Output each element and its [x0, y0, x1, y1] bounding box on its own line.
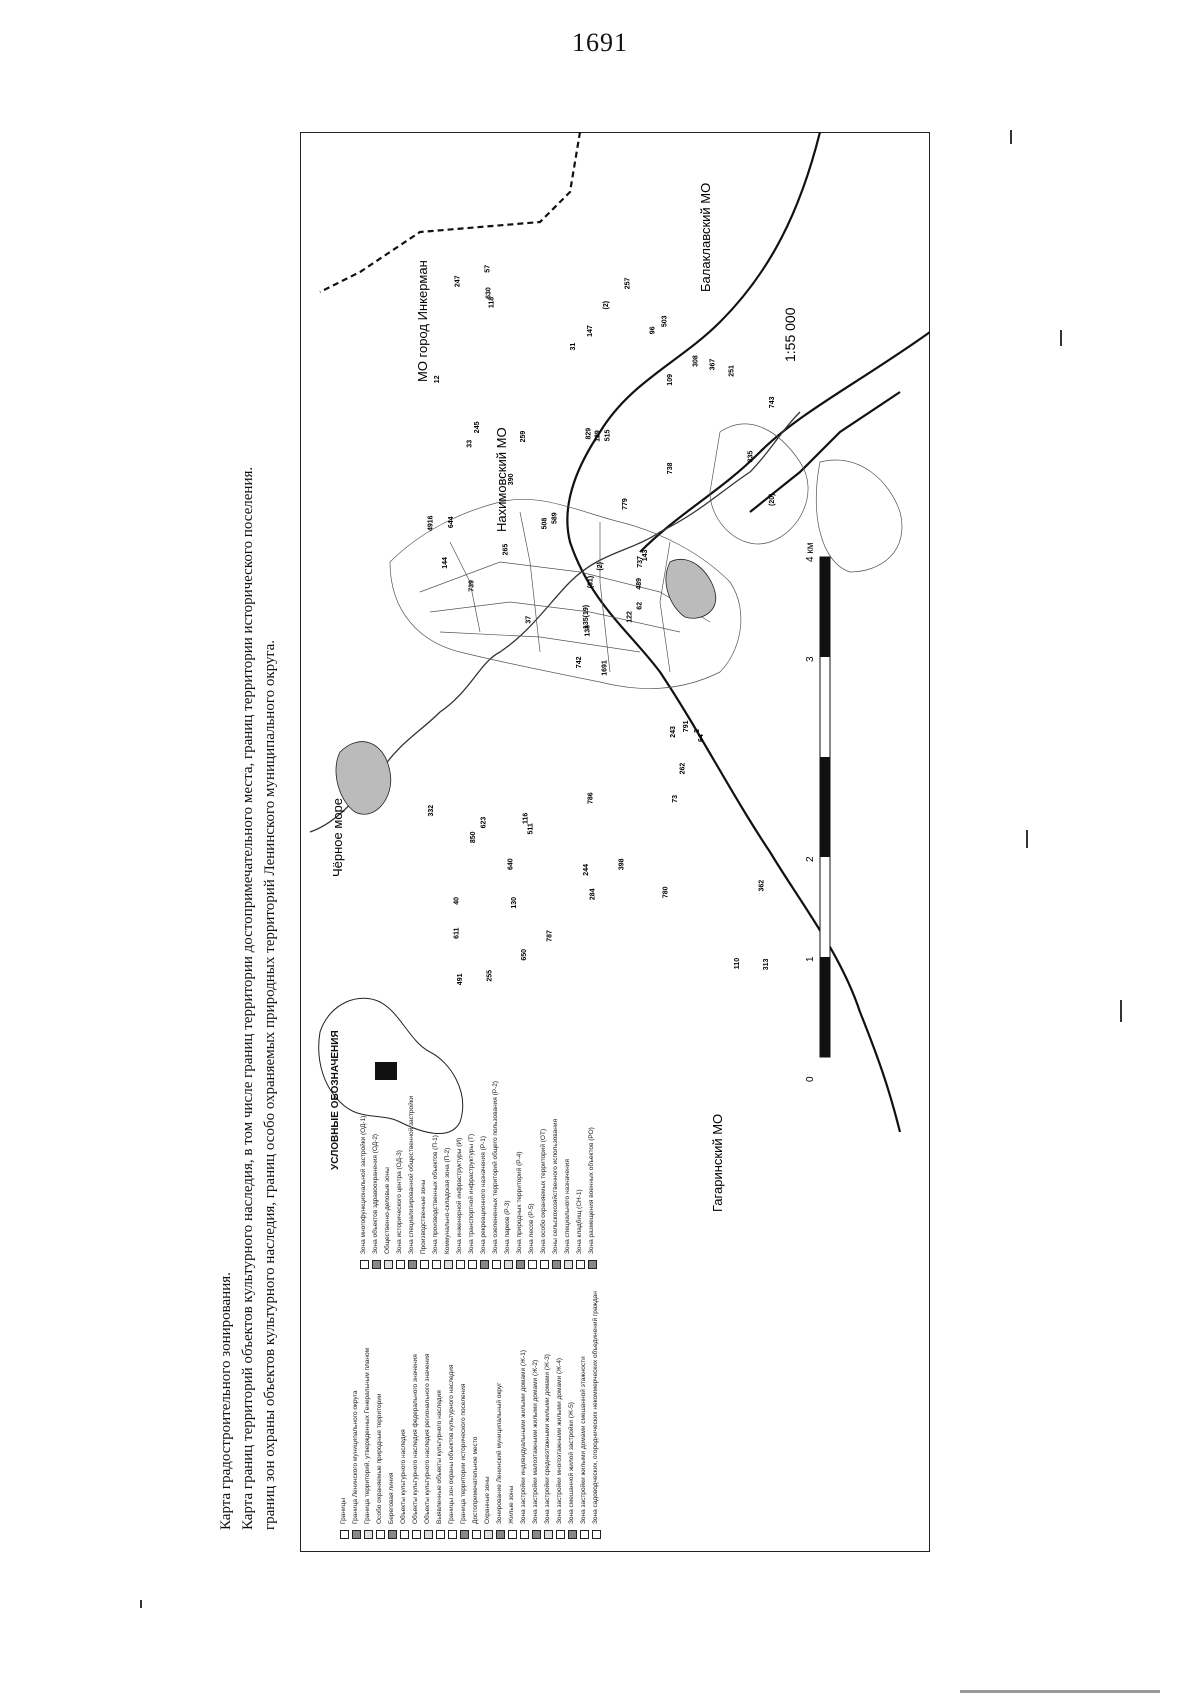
legend-swatch — [552, 1260, 561, 1269]
map-object-number: 515 — [604, 429, 612, 442]
caption-line-1: Карта градостроительного зонирования. — [218, 1272, 234, 1530]
legend-item-label: Выявленные объекты культурного наследия — [436, 1390, 443, 1524]
map-object-number: 739 — [468, 580, 476, 592]
legend-swatch — [420, 1260, 429, 1269]
map-object-number: 332 — [428, 804, 435, 817]
legend-swatch — [580, 1530, 589, 1539]
legend-swatch — [508, 1530, 517, 1539]
map-object-number: 143 — [642, 549, 650, 562]
legend-swatch — [360, 1260, 369, 1269]
map-object-number: 247 — [454, 275, 462, 288]
label-inkerman: МО город Инкерман — [415, 260, 430, 382]
legend-swatch — [400, 1530, 409, 1539]
legend-item-label: Зона многофункциональной застройки (ОД-1) — [360, 1115, 367, 1254]
label-black-sea: Чёрное море — [330, 797, 345, 877]
map-object-number: 62 — [636, 601, 644, 610]
legend-swatch — [352, 1530, 361, 1539]
map-object-number: 791 — [683, 720, 691, 733]
map-object-number: 64 — [698, 734, 706, 742]
map-object-number: 57 — [484, 264, 492, 273]
map-object-number: 308 — [692, 355, 700, 367]
map-object-number: 259 — [520, 430, 528, 443]
legend-swatch — [456, 1260, 465, 1269]
map-object-number: 738 — [666, 462, 674, 475]
map-object-number: 489 — [635, 577, 643, 590]
map-object-number: 780 — [662, 886, 670, 899]
map-object-number: 31 — [570, 342, 578, 351]
legend-swatch — [412, 1530, 421, 1539]
map-object-number: 245 — [474, 421, 481, 434]
legend-item-label: Коммунально-складская зона (П-2) — [444, 1147, 451, 1254]
label-gagarinsky: Гагаринский МО — [710, 1113, 725, 1212]
map-object-number: 144 — [442, 557, 450, 569]
map-object-number: 243 — [670, 726, 678, 738]
map-object-number: 3 — [694, 729, 702, 733]
legend-item-label: Границы зон охраны объектов культурного наследия — [448, 1364, 455, 1524]
map-object-numbers — [428, 265, 777, 985]
scale-tick-3: 3 — [805, 656, 816, 662]
legend-item-label: Береговая линия — [388, 1472, 395, 1524]
map-object-number: 362 — [758, 879, 766, 892]
map-object-number: 835 — [747, 450, 755, 463]
legend-item-label: Граница территории исторического поселения — [460, 1383, 467, 1524]
map-object-number: 116 — [522, 812, 530, 824]
legend-swatch — [364, 1530, 373, 1539]
map-object-number: 623 — [480, 816, 488, 829]
legend-item-label: Зона специализированной общественной застройки — [408, 1095, 415, 1254]
legend-swatch — [436, 1530, 445, 1539]
map-object-number: 511 — [527, 823, 535, 835]
map-object-number: 644 — [448, 516, 456, 529]
label-balaklava: Балаклавский МО — [698, 182, 713, 292]
legend-item-label: Объекты культурного наследия — [400, 1429, 407, 1524]
scan-mark — [1120, 1000, 1122, 1022]
legend-swatch — [432, 1260, 441, 1269]
map-object-number: 742 — [575, 656, 583, 669]
legend-item-label: Объекты культурного наследия федерального значения — [412, 1354, 419, 1524]
map-object-number: 1691 — [601, 660, 609, 676]
legend-item-label: Зона застройки среднеэтажными жилыми домами (Ж-3) — [544, 1354, 551, 1524]
legend-swatch — [556, 1530, 565, 1539]
legend-swatch — [376, 1530, 385, 1539]
map-object-number: 255 — [486, 969, 494, 982]
map-object-number: (31) — [587, 575, 595, 589]
caption-line-2: Карта границ территорий объектов культурного наследия, в том числе границ территории достопримечательного места, границ территории исторического поселения. — [240, 466, 256, 1530]
legend-item-label: Граница Ленинского муниципального округа — [352, 1390, 359, 1524]
legend-item-label: Границы — [340, 1498, 347, 1524]
map-object-number: 640 — [507, 858, 515, 870]
map-object-number: (20) — [768, 493, 776, 506]
caption-line-3: границ зон охраны объектов культурного наследия, границ особо охраняемых природных территорий Ленинского муниципального округа. — [262, 639, 278, 1530]
legend-item-label: Зона рекреационного назначения (Р-1) — [480, 1135, 487, 1254]
map-object-number: 313 — [763, 958, 771, 971]
map-object-number: 508 — [541, 517, 549, 530]
legend-item-label: Зона застройки индивидуальными жилыми домами (Ж-1) — [520, 1349, 527, 1524]
map-object-number: 4916 — [427, 515, 435, 531]
legend-swatch — [564, 1260, 573, 1269]
legend-swatch — [576, 1260, 585, 1269]
legend-swatch — [444, 1260, 453, 1269]
legend-swatch — [532, 1530, 541, 1539]
legend-swatch — [408, 1260, 417, 1269]
legend-item-label: Общественно-деловые зоны — [384, 1167, 391, 1254]
map-object-number: 147 — [587, 325, 595, 337]
map-object-number: 130 — [510, 896, 518, 909]
map-object-number: 109 — [666, 374, 674, 386]
map-object-number: 611 — [453, 927, 461, 939]
legend-swatch — [388, 1530, 397, 1539]
map-object-number: 73 — [671, 795, 679, 803]
legend-swatch — [468, 1260, 477, 1269]
legend-swatch — [472, 1530, 481, 1539]
legend-item-label: Зона инженерной инфраструктуры (И) — [456, 1137, 463, 1254]
legend-title: УСЛОВНЫЕ ОБОЗНАЧЕНИЯ — [330, 1030, 341, 1170]
legend-swatch — [520, 1530, 529, 1539]
legend-item-label: Зона объектов здравоохранения (ОД-2) — [372, 1133, 379, 1254]
legend-item-label: Достопримечательное место — [472, 1436, 479, 1524]
scale-tick-2: 2 — [805, 856, 816, 862]
map-object-number: 33 — [466, 439, 474, 448]
scale-tick-4: 4 км — [805, 542, 816, 562]
map-object-number: 787 — [546, 930, 554, 942]
legend-swatch — [484, 1530, 493, 1539]
map-object-number: 284 — [589, 888, 597, 901]
legend-item-label: Зона застройки малоэтажными жилыми домами (Ж-2) — [532, 1359, 539, 1524]
map-object-number: (2) — [602, 300, 610, 310]
map-object-number: 630 — [485, 287, 493, 299]
map-object-number: 118 — [488, 296, 496, 309]
map-object-number: 650 — [521, 948, 528, 961]
legend-item-label: Зона размещения военных объектов (РО) — [588, 1127, 595, 1254]
page-number: 1691 — [572, 28, 628, 57]
legend-swatch — [460, 1530, 469, 1539]
legend-swatch — [492, 1260, 501, 1269]
legend-swatch — [588, 1260, 597, 1269]
map-object-number: 262 — [679, 762, 687, 775]
legend-swatch — [396, 1260, 405, 1269]
map-object-number: (2) — [597, 562, 605, 571]
map-object-number: 37 — [525, 615, 533, 624]
map-object-number: 390 — [507, 473, 515, 486]
map-object-number: 138 — [584, 624, 592, 637]
legend-item-label: Зона кладбищ (СН-1) — [576, 1189, 583, 1254]
scale-ratio: 1:55 000 — [782, 307, 798, 362]
legend-item-label: Жилые зоны — [508, 1485, 515, 1524]
legend-item-label: Зона лесов (Р-5) — [528, 1203, 535, 1254]
legend-item-label: Зона природных территорий (Р-4) — [516, 1151, 523, 1254]
legend-swatch — [496, 1530, 505, 1539]
legend-item-label: Граница территорий, утвержденных Генеральным планом — [364, 1347, 371, 1524]
scan-mark — [1010, 130, 1012, 144]
legend-swatch — [424, 1530, 433, 1539]
scan-mark — [140, 1600, 142, 1608]
map-object-number: 589 — [551, 512, 559, 524]
legend-swatch — [540, 1260, 549, 1269]
legend-swatch — [480, 1260, 489, 1269]
map-object-number: 503 — [661, 315, 669, 328]
map-object-number: 96 — [649, 326, 657, 335]
map-object-number: 135(19) — [582, 604, 590, 629]
label-nakhimovsky-main: Нахимовский МО — [494, 427, 509, 532]
legend-item-label: Зоны сельскохозяйственного использования — [552, 1119, 559, 1254]
map-object-number: 40 — [453, 897, 461, 905]
legend-swatch — [340, 1530, 349, 1539]
legend-item-label: Охранные зоны — [484, 1476, 491, 1524]
legend-item-label: Зона застройки многоэтажными жилыми домами (Ж-4) — [556, 1357, 563, 1524]
legend-item-label: Зона озелененных территорий общего пользования (Р-2) — [492, 1080, 499, 1254]
legend — [300, 1000, 930, 1552]
legend-item-label: Зона транспортной инфраструктуры (Т) — [468, 1133, 475, 1254]
legend-swatch — [544, 1530, 553, 1539]
legend-item-label: Зона исторического центра (ОД-3) — [396, 1150, 403, 1254]
legend-swatch — [528, 1260, 537, 1269]
map-object-number: 367 — [709, 358, 717, 371]
map-object-number: 786 — [587, 792, 595, 804]
legend-swatch — [516, 1260, 525, 1269]
legend-item-label: Объекты культурного наследия регионального значения — [424, 1353, 431, 1524]
legend-item-label: Зона застройки жилыми домами смешанной этажности — [580, 1356, 587, 1524]
map-object-number: 398 — [618, 858, 626, 871]
map-object-number: 850 — [470, 831, 477, 844]
scale-tick-0: 0 — [805, 1076, 816, 1082]
legend-swatch — [372, 1260, 381, 1269]
scale-bar — [820, 557, 830, 1057]
legend-swatch — [504, 1260, 513, 1269]
legend-item-label: Особо охраняемые природные территории — [376, 1393, 383, 1524]
scan-mark — [1060, 330, 1062, 346]
legend-swatch — [384, 1260, 393, 1269]
map-object-number: 779 — [621, 498, 629, 510]
map-object-number: 122 — [626, 611, 634, 623]
map-object-number: 129 — [594, 430, 602, 442]
map-object-number: 12 — [433, 375, 441, 384]
legend-item-label: Зона парков (Р-3) — [504, 1200, 511, 1254]
legend-item-label: Зона садоводческих, огороднических некоммерческих объединений граждан — [592, 1291, 599, 1524]
map-object-number: 110 — [734, 957, 741, 970]
protected-areas — [336, 559, 716, 814]
legend-item-label: Зонирование Ленинский муниципальный округ — [496, 1382, 503, 1524]
scan-mark — [960, 1690, 1160, 1693]
map-object-number: 737 — [637, 556, 645, 568]
map-object-number: 257 — [624, 277, 632, 290]
legend-item-label: Зона особо охраняемых территорий (ОТ) — [540, 1128, 547, 1254]
scale-tick-1: 1 — [805, 956, 816, 962]
map-object-number: 265 — [502, 543, 510, 556]
map-object-number: 244 — [583, 864, 590, 876]
legend-swatch — [592, 1530, 601, 1539]
legend-swatch — [448, 1530, 457, 1539]
map-object-number: 829 — [585, 427, 593, 440]
map-object-number: 491 — [457, 973, 465, 986]
legend-item-label: Зона производственных объектов (П-1) — [432, 1135, 439, 1254]
map-object-number: 251 — [728, 365, 736, 377]
legend-item-label: Зона специального назначения — [564, 1159, 571, 1254]
legend-item-label: Производственные зоны — [420, 1179, 427, 1254]
scan-mark — [1026, 830, 1028, 848]
legend-item-label: Зона смешанной жилой застройки (Ж-5) — [568, 1402, 575, 1524]
map-object-number: 743 — [769, 396, 777, 409]
legend-swatch — [568, 1530, 577, 1539]
